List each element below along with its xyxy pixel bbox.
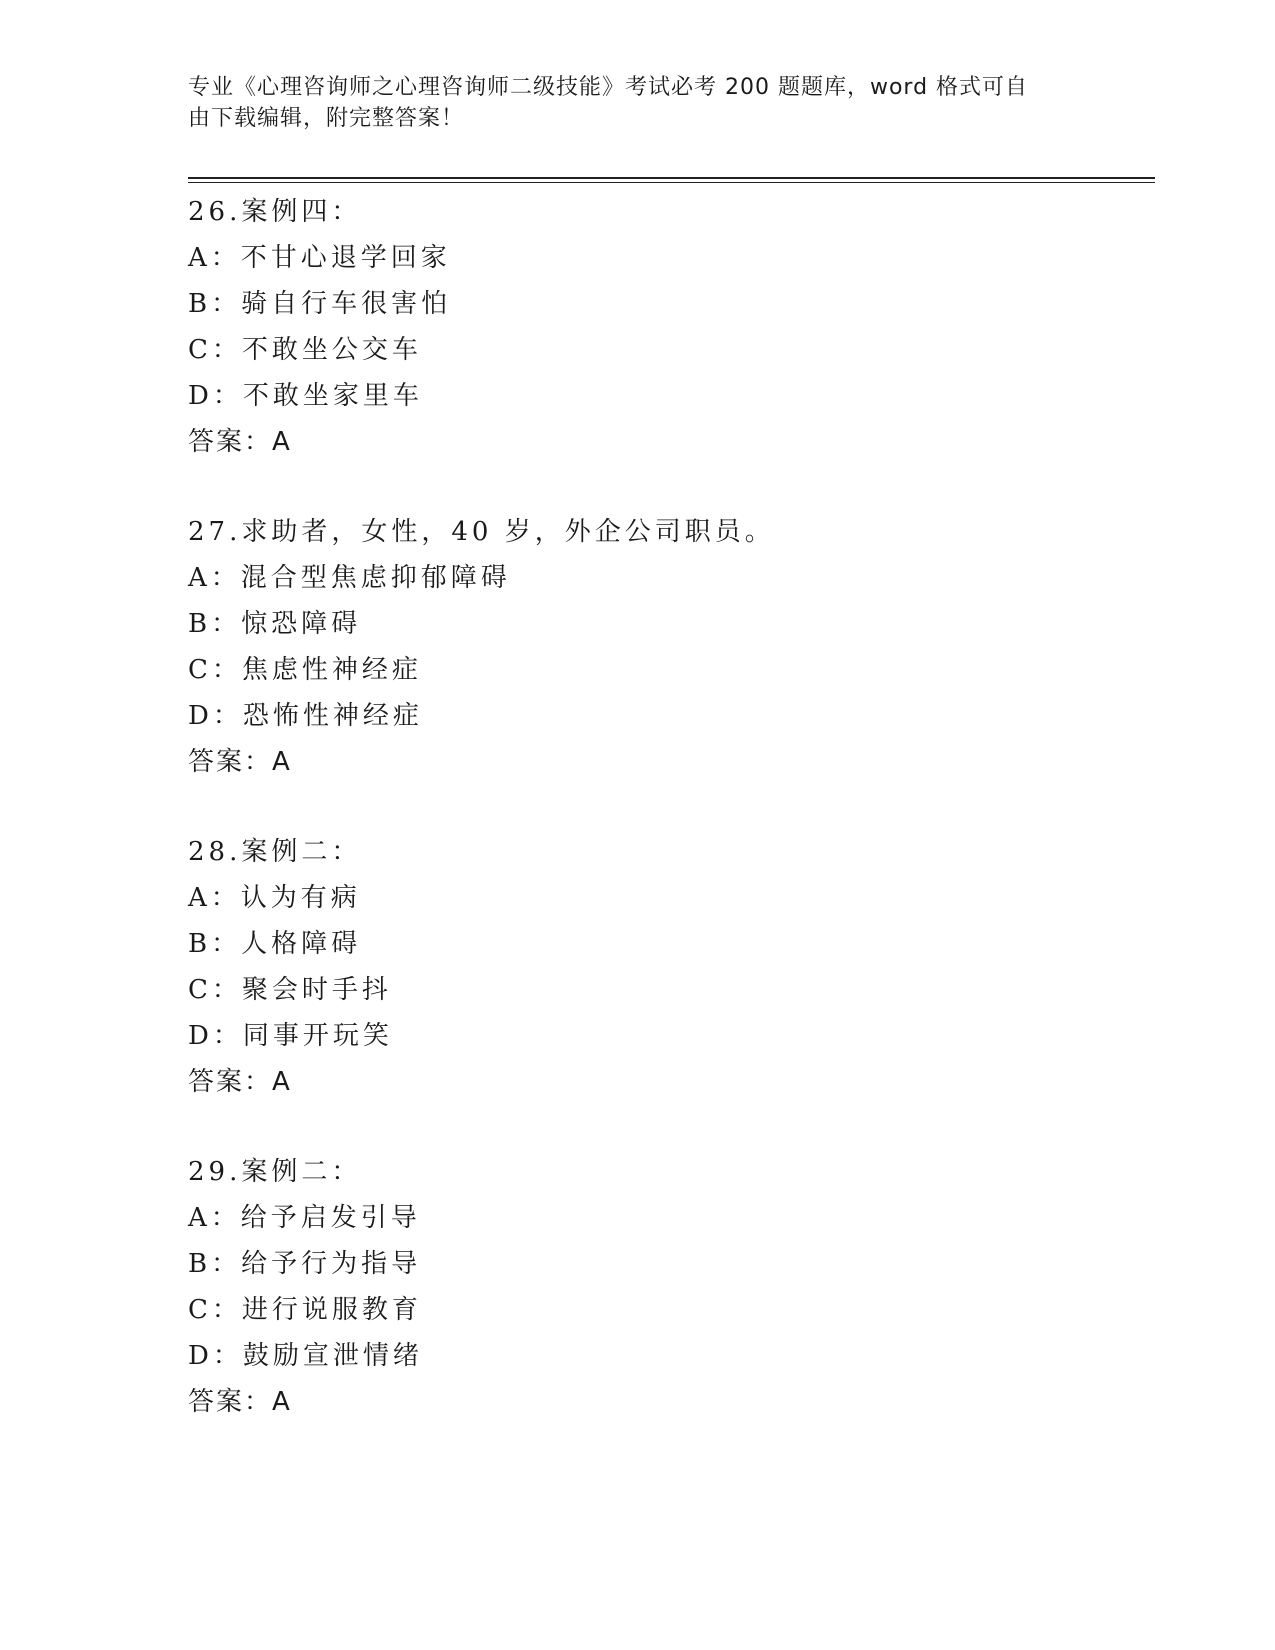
header-line-1: 专业《心理咨询师之心理咨询师二级技能》考试必考 200 题题库，word 格式可自 (188, 75, 1029, 100)
option-a: A：不甘心退学回家 (188, 243, 451, 273)
question-26 (188, 189, 1148, 509)
answer-key: 答案：A (188, 1387, 292, 1417)
option-d: D：同事开玩笑 (188, 1021, 393, 1051)
question-27 (188, 509, 1148, 829)
answer-key: 答案：A (188, 1067, 292, 1097)
option-a: A：认为有病 (188, 883, 361, 913)
question-list (188, 189, 1148, 1469)
option-b: B：人格障碍 (188, 929, 362, 959)
option-d: D：不敢坐家里车 (188, 381, 423, 411)
option-c: C：进行说服教育 (188, 1295, 422, 1325)
option-a: A：给予启发引导 (188, 1203, 421, 1233)
answer-key: 答案：A (188, 427, 292, 457)
question-stem: 29.案例二： (188, 1157, 362, 1187)
question-stem: 26.案例四： (188, 197, 362, 227)
question-28 (188, 829, 1148, 1149)
option-d: D：鼓励宣泄情绪 (188, 1341, 423, 1371)
option-c: C：聚会时手抖 (188, 975, 392, 1005)
question-stem: 28.案例二： (188, 837, 362, 867)
option-a: A：混合型焦虑抑郁障碍 (188, 563, 511, 593)
option-c: C：焦虑性神经症 (188, 655, 422, 685)
header-line-2: 由下载编辑，附完整答案！ (188, 106, 465, 131)
question-29 (188, 1149, 1148, 1469)
question-stem: 27.求助者，女性，40 岁，外企公司职员。 (188, 517, 775, 547)
option-c: C：不敢坐公交车 (188, 335, 422, 365)
option-b: B：惊恐障碍 (188, 609, 362, 639)
document-header (188, 72, 1068, 134)
option-b: B：骑自行车很害怕 (188, 289, 452, 319)
header-divider-thin (188, 182, 1155, 183)
answer-key: 答案：A (188, 747, 292, 777)
option-b: B：给予行为指导 (188, 1249, 422, 1279)
header-divider-thick (188, 177, 1155, 179)
option-d: D：恐怖性神经症 (188, 701, 423, 731)
